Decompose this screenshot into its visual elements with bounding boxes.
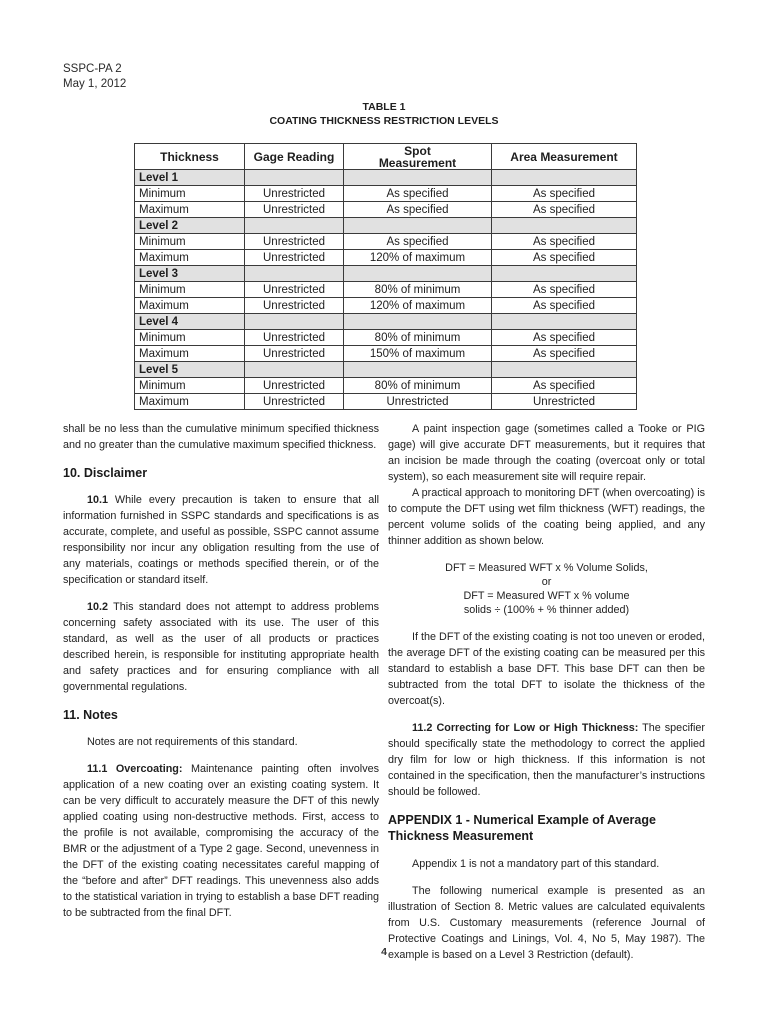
level-label: Level 4 xyxy=(135,314,245,330)
table-row xyxy=(135,202,637,218)
formula-line-3: solids ÷ (100% + % thinner added) xyxy=(463,604,630,616)
cell-area: As specified xyxy=(492,346,637,362)
table-row xyxy=(135,282,637,298)
left-column xyxy=(63,421,379,921)
cell-gage: Unrestricted xyxy=(245,346,344,362)
paragraph-10-2-text: This standard does not attempt to address problems concerning safety associated with its use. The user of this standard, as well as the user of all products or practices described herein, is responsible for instituting appropriate health and safety practices and for ensuring compliance with all governmental regulations. xyxy=(63,601,379,693)
cell-spot: Unrestricted xyxy=(344,394,492,410)
paragraph-11-1-text: Maintenance painting often involves application of a new coating over an existing coating system. It can be very difficult to accurately measure the DFT of this newly applied coating using non-destructive methods. First, access to the profile is not available, compromising the accuracy of the BMR or the adjustment of a Type 2 gage. Second, unevenness in the DFT of the existing coating necessitates careful mapping of the “before and after” DFT readings. This unevenness also adds to the statistical variation in trying to establish a base DFT reading to be subtracted from the final DFT. xyxy=(63,763,379,919)
cell-area: As specified xyxy=(492,250,637,266)
paragraph-11-1 xyxy=(63,761,379,921)
cell-spot: 120% of maximum xyxy=(344,250,492,266)
page-number: 4 xyxy=(381,946,387,958)
cell-area: As specified xyxy=(492,234,637,250)
cell-thickness: Minimum xyxy=(135,282,245,298)
paragraph-10-1-text: While every precaution is taken to ensure that all information furnished in SSPC standards and specifications is as accurate, complete, and useful as possible, SSPC cannot assume responsibility nor incur any obligation resulting from the use of any materials, coatings or methods specified therein, or of the specification or standard itself. xyxy=(63,494,379,586)
cell-spot: As specified xyxy=(344,202,492,218)
cell-area: Unrestricted xyxy=(492,394,637,410)
table-row xyxy=(135,394,637,410)
cell-gage: Unrestricted xyxy=(245,378,344,394)
table-title: COATING THICKNESS RESTRICTION LEVELS xyxy=(269,115,499,127)
cell-gage: Unrestricted xyxy=(245,282,344,298)
table-row xyxy=(135,330,637,346)
level-row xyxy=(135,362,637,378)
cell-thickness: Minimum xyxy=(135,330,245,346)
cell-thickness: Maximum xyxy=(135,298,245,314)
cell-thickness: Maximum xyxy=(135,202,245,218)
level-label: Level 2 xyxy=(135,218,245,234)
table-header-row xyxy=(135,144,637,170)
cell-spot: As specified xyxy=(344,186,492,202)
cell-area: As specified xyxy=(492,282,637,298)
cell-spot: 120% of maximum xyxy=(344,298,492,314)
document-date: May 1, 2012 xyxy=(63,78,127,90)
table-row xyxy=(135,298,637,314)
cell-area: As specified xyxy=(492,298,637,314)
paragraph-10-1 xyxy=(63,492,379,588)
column-header-thickness: Thickness xyxy=(135,144,245,170)
formula-line-1: DFT = Measured WFT x % Volume Solids, xyxy=(445,562,648,574)
cell-gage: Unrestricted xyxy=(245,234,344,250)
level-label: Level 5 xyxy=(135,362,245,378)
cell-area: As specified xyxy=(492,330,637,346)
cell-spot: As specified xyxy=(344,234,492,250)
section-10-heading: 10. Disclaimer xyxy=(63,466,148,480)
formula-or: or xyxy=(541,576,552,588)
cell-thickness: Maximum xyxy=(135,394,245,410)
table-row xyxy=(135,250,637,266)
level-label: Level 1 xyxy=(135,170,245,186)
continuation-paragraph: shall be no less than the cumulative minimum specified thickness and no greater than the cumulative maximum specified thickness. xyxy=(63,423,379,451)
paragraph-existing-coating: If the DFT of the existing coating is not too uneven or eroded, the average DFT of the existing coating can be measured per this standard to establish a base DFT. This base DFT can then be subtracted from the total DFT to isolate the thickness of the overcoat(s). xyxy=(388,631,705,707)
cell-spot: 80% of minimum xyxy=(344,282,492,298)
cell-spot: 80% of minimum xyxy=(344,330,492,346)
table-row xyxy=(135,346,637,362)
appendix-1-heading: APPENDIX 1 - Numerical Example of Average Thickness Measurement xyxy=(388,813,656,843)
cell-gage: Unrestricted xyxy=(245,330,344,346)
cell-gage: Unrestricted xyxy=(245,186,344,202)
formula-line-2: DFT = Measured WFT x % volume xyxy=(463,590,630,602)
paragraph-11-2 xyxy=(388,720,705,800)
cell-gage: Unrestricted xyxy=(245,394,344,410)
paragraph-10-1-number: 10.1 xyxy=(87,494,109,506)
table-row xyxy=(135,234,637,250)
spot-header-line1: Spot xyxy=(404,143,431,158)
column-header-spot-measurement xyxy=(344,144,492,170)
section-11-heading: 11. Notes xyxy=(63,708,118,722)
cell-area: As specified xyxy=(492,186,637,202)
cell-thickness: Minimum xyxy=(135,234,245,250)
level-row xyxy=(135,314,637,330)
level-row xyxy=(135,266,637,282)
cell-thickness: Maximum xyxy=(135,250,245,266)
restriction-levels-table xyxy=(134,143,637,410)
cell-spot: 80% of minimum xyxy=(344,378,492,394)
paragraph-practical-approach: A practical approach to monitoring DFT (when overcoating) is to compute the DFT using wet film thickness (WFT) readings, the percent volume solids of the coating being applied, and any thinner addition as shown below. xyxy=(388,487,705,547)
right-column xyxy=(388,421,705,963)
appendix-note: Appendix 1 is not a mandatory part of this standard. xyxy=(412,858,660,870)
cell-area: As specified xyxy=(492,378,637,394)
cell-gage: Unrestricted xyxy=(245,298,344,314)
paragraph-10-2 xyxy=(63,599,379,695)
cell-gage: Unrestricted xyxy=(245,250,344,266)
appendix-paragraph: The following numerical example is presented as an illustration of Section 8. Metric values are calculated equivalents from U.S. Customary measurements (reference Journal of Protective Coatings and Linings, Vol. 4, No 5, May 1987). The example is based on a Level 3 Restriction (default). xyxy=(388,885,705,961)
document-id: SSPC-PA 2 xyxy=(63,63,122,75)
paragraph-10-2-number: 10.2 xyxy=(87,601,109,613)
cell-thickness: Minimum xyxy=(135,186,245,202)
paragraph-paint-gage: A paint inspection gage (sometimes called a Tooke or PIG gage) will give accurate DFT measurements, but it requires that an incision be made through the coating (overcoat only or total system), so each measurement site will require repair. xyxy=(388,423,705,483)
cell-spot: 150% of maximum xyxy=(344,346,492,362)
paragraph-11-2-text: The specifier should specifically state the methodology to correct the applied dry film for low or high thickness. If this information is not contained in the specification, then the manufacturer’s instructions should be followed. xyxy=(388,722,705,798)
level-label: Level 3 xyxy=(135,266,245,282)
table-label: TABLE 1 xyxy=(362,101,406,113)
spot-header-line2: Measurement xyxy=(378,155,457,170)
table-row xyxy=(135,186,637,202)
cell-thickness: Maximum xyxy=(135,346,245,362)
document-header xyxy=(63,62,126,92)
paragraph-11-1-heading: 11.1 Overcoating: xyxy=(87,763,183,775)
cell-gage: Unrestricted xyxy=(245,202,344,218)
column-header-gage-reading: Gage Reading xyxy=(245,144,344,170)
cell-thickness: Minimum xyxy=(135,378,245,394)
dft-formula xyxy=(388,561,705,617)
cell-area: As specified xyxy=(492,202,637,218)
column-header-area-measurement: Area Measurement xyxy=(492,144,637,170)
paragraph-11-2-heading: 11.2 Correcting for Low or High Thickness: xyxy=(412,722,639,734)
level-row xyxy=(135,170,637,186)
table-row xyxy=(135,378,637,394)
notes-intro: Notes are not requirements of this standard. xyxy=(87,736,298,748)
level-row xyxy=(135,218,637,234)
